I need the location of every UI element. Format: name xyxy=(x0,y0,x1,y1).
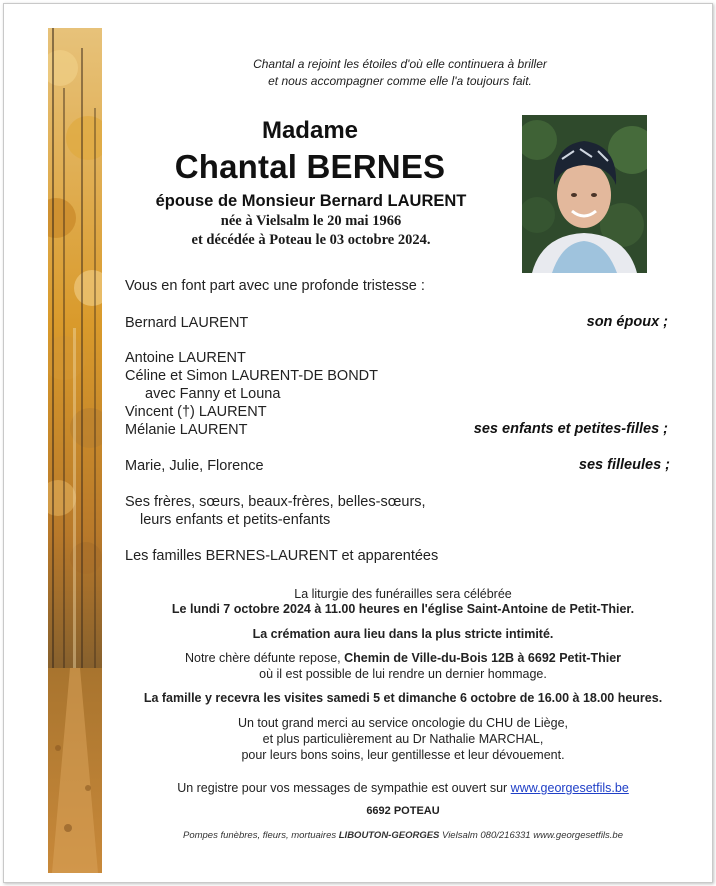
rest-prefix: Notre chère défunte repose, xyxy=(184,651,345,665)
portrait-photo xyxy=(522,115,647,273)
thanks-line: et plus particulièrement au Dr Nathalie MARCHAL, xyxy=(262,732,544,746)
quote-line: et nous accompagner comme elle l'a toujours fait. xyxy=(268,74,532,88)
register-prefix: Un registre pour vos messages de sympathie est ouvert sur xyxy=(177,781,511,795)
footer-prefix: Pompes funèbres, fleurs, mortuaires xyxy=(182,830,339,841)
spouse-name: Bernard LAURENT xyxy=(125,315,249,331)
death-line: et décédée à Poteau le 03 octobre 2024. xyxy=(191,232,431,248)
birth-line: née à Vielsalm le 20 mai 1966 xyxy=(220,213,402,229)
footer-company: LIBOUTON-GEORGES xyxy=(338,830,440,841)
register-link[interactable]: www.georgesetfils.be xyxy=(510,781,629,795)
child-name: Céline et Simon LAURENT-DE BONDT xyxy=(125,368,379,384)
godchildren-role: ses filleules ; xyxy=(578,457,670,473)
visits-line: La famille y recevra les visites samedi 5 et dimanche 6 octobre de 16.00 à 18.00 heures. xyxy=(143,691,663,705)
footer-contact: Vielsalm 080/216331 www.georgesetfils.be xyxy=(439,830,623,841)
grandchildren-line: avec Fanny et Louna xyxy=(145,386,281,402)
families-line: Les familles BERNES-LAURENT et apparentées xyxy=(125,548,439,564)
opening-quote xyxy=(160,56,640,90)
rest-line-2: où il est possible de lui rendre un dernier hommage. xyxy=(259,667,547,681)
deceased-name: Chantal BERNES xyxy=(174,148,446,185)
children-role: ses enfants et petites-filles ; xyxy=(473,421,668,437)
funeral-home-footer xyxy=(108,830,698,841)
child-name: Mélanie LAURENT xyxy=(125,422,248,438)
spouse-role: son époux ; xyxy=(586,314,668,330)
liturgy-line: La liturgie des funérailles sera célébrée xyxy=(294,587,512,601)
honorific-title: Madame xyxy=(261,117,359,144)
siblings-line: Ses frères, sœurs, beaux-frères, belles-sœurs, xyxy=(125,494,426,510)
thanks-line: Un tout grand merci au service oncologie du CHU de Liège, xyxy=(237,716,569,730)
child-name: Antoine LAURENT xyxy=(125,350,246,366)
thanks-line: pour leurs bons soins, leur gentillesse et leur dévouement. xyxy=(241,748,565,762)
siblings-line: leurs enfants et petits-enfants xyxy=(140,512,331,528)
register-line xyxy=(108,780,698,796)
birth-death-lines xyxy=(140,212,482,250)
rest-line xyxy=(108,650,698,666)
postal-locality: 6692 POTEAU xyxy=(366,805,440,817)
rest-address: Chemin de Ville-du-Bois 12B à 6692 Petit-Thier xyxy=(344,651,622,665)
autumn-trees-photo xyxy=(48,28,102,873)
cremation-line: La crémation aura lieu dans la plus stricte intimité. xyxy=(252,627,554,641)
child-name: Vincent (†) LAURENT xyxy=(125,404,267,420)
godchildren-names: Marie, Julie, Florence xyxy=(125,458,264,474)
liturgy-date-line: Le lundi 7 octobre 2024 à 11.00 heures en l'église Saint-Antoine de Petit-Thier. xyxy=(171,602,635,616)
spouse-line: épouse de Monsieur Bernard LAURENT xyxy=(155,192,467,210)
announcement-intro: Vous en font part avec une profonde tristesse : xyxy=(125,278,425,294)
quote-line: Chantal a rejoint les étoiles d'où elle continuera à briller xyxy=(253,57,547,71)
